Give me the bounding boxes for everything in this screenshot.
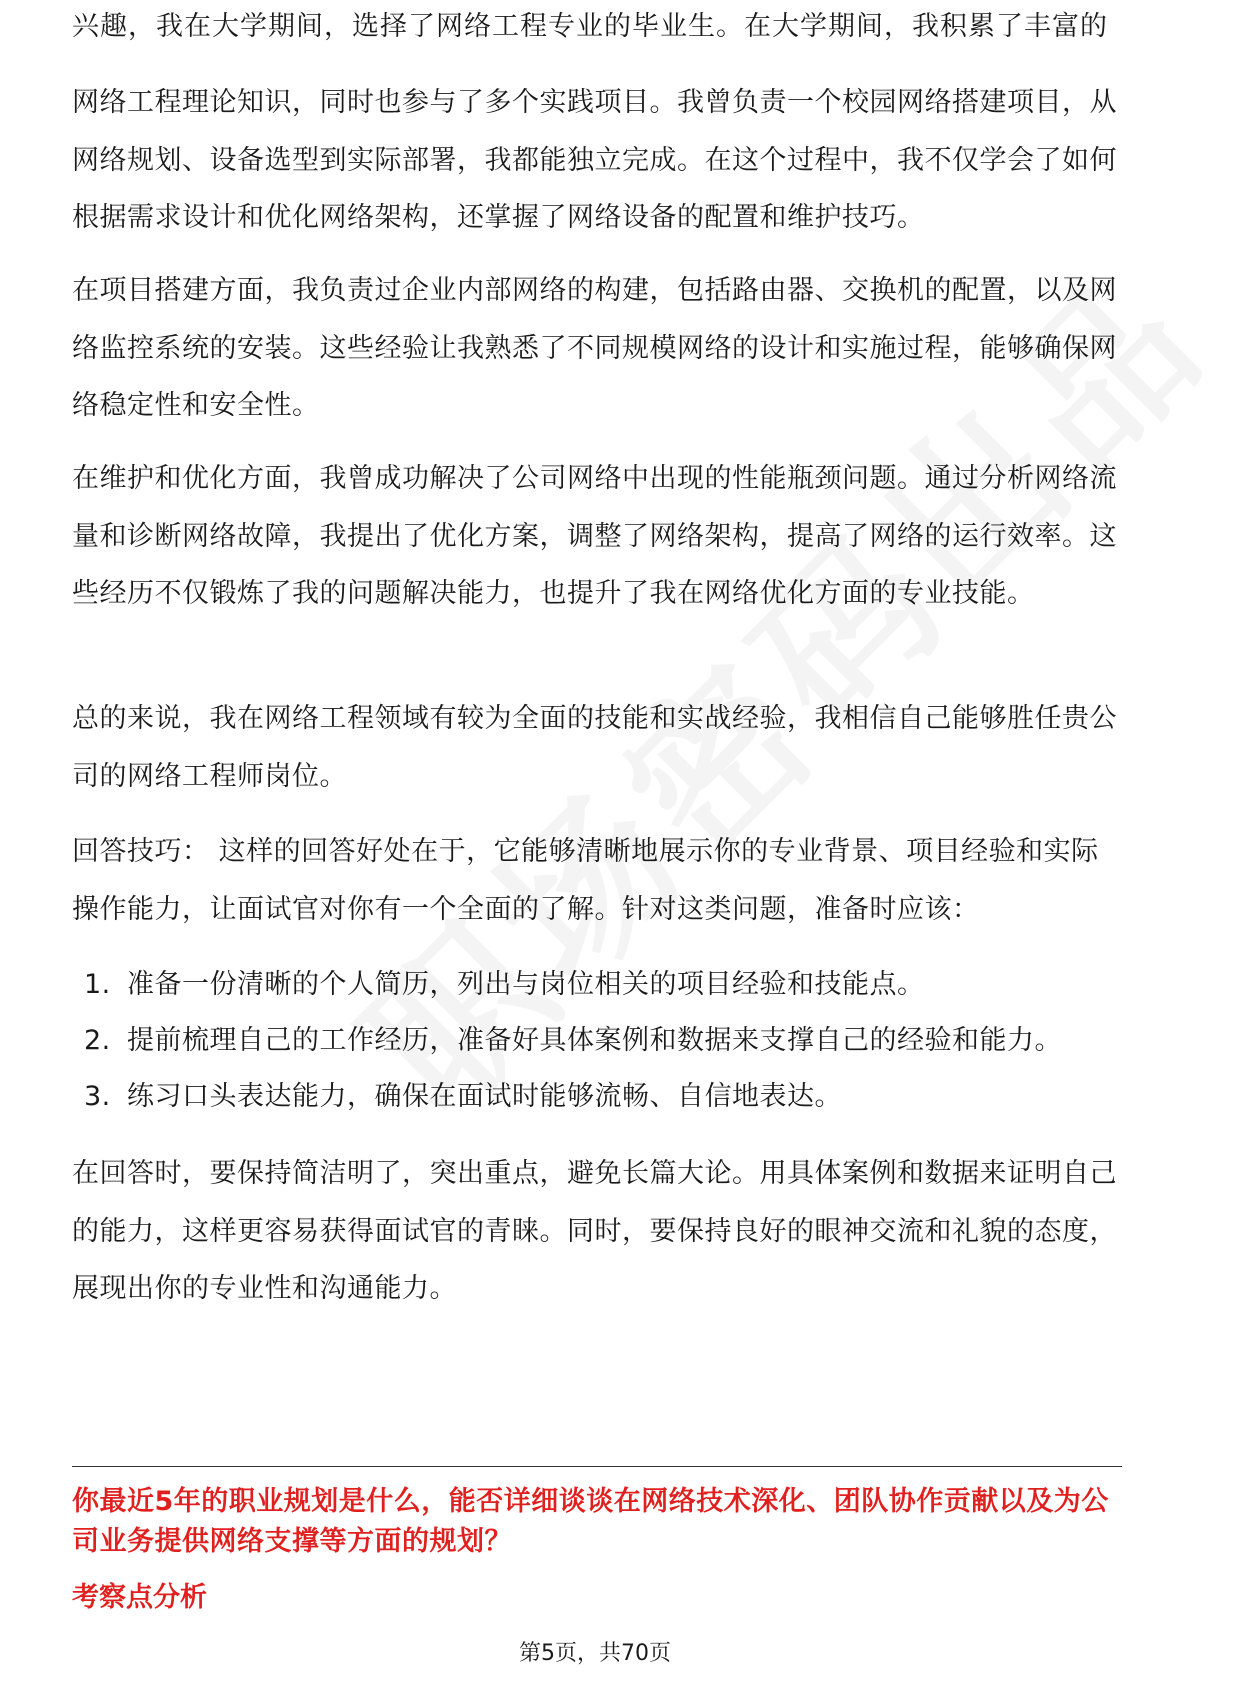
section-divider [72, 1466, 1122, 1467]
paragraph-maintenance: 在维护和优化方面，我曾成功解决了公司网络中出现的性能瓶颈问题。通过分析网络流量和诊断网络故障，我提出了优化方案，调整了网络架构，提高了网络的运行效率。这些经历不仅锻炼了我的问题解决能力，也提升了我在网络优化方面的专业技能。 [72, 463, 1117, 609]
paragraph-experience: 网络工程理论知识，同时也参与了多个实践项目。我曾负责一个校园网络搭建项目，从网络规划、设备选型到实际部署，我都能独立完成。在这个过程中，我不仅学会了如何根据需求设计和优化网络架构，还掌握了网络设备的配置和维护技巧。 [72, 87, 1117, 233]
tips-list [72, 957, 1122, 1125]
paragraph-summary: 总的来说，我在网络工程领域有较为全面的技能和实战经验，我相信自己能够胜任贵公司的网络工程师岗位。 [72, 703, 1117, 792]
list-item: 2. 提前梳理自己的工作经历，准备好具体案例和数据来支撑自己的经验和能力。 [84, 1025, 1062, 1056]
next-question-heading: 你最近5年的职业规划是什么，能否详细谈谈在网络技术深化、团队协作贡献以及为公司业务提供网络支撑等方面的规划？ [72, 1486, 1109, 1557]
list-item: 3. 练习口头表达能力，确保在面试时能够流畅、自信地表达。 [84, 1081, 842, 1112]
list-item: 1. 准备一份清晰的个人简历，列出与岗位相关的项目经验和技能点。 [84, 969, 925, 1000]
analysis-subheading: 考察点分析 [72, 1582, 207, 1613]
cut-off-text-line: 兴趣，我在大学期间，选择了网络工程专业的毕业生。在大学期间，我积累了丰富的 [72, 11, 1108, 42]
page-number: 第5页，共70页 [519, 1641, 671, 1666]
paragraph-project-building: 在项目搭建方面，我负责过企业内部网络的构建，包括路由器、交换机的配置，以及网络监控系统的安装。这些经验让我熟悉了不同规模网络的设计和实施过程，能够确保网络稳定性和安全性。 [72, 275, 1117, 421]
paragraph-answer-tips: 回答技巧： 这样的回答好处在于，它能够清晰地展示你的专业背景、项目经验和实际操作能力，让面试官对你有一个全面的了解。针对这类问题，准备时应该： [72, 836, 1099, 925]
paragraph-closing: 在回答时，要保持简洁明了，突出重点，避免长篇大论。用具体案例和数据来证明自己的能力，这样更容易获得面试官的青睐。同时，要保持良好的眼神交流和礼貌的态度，展现出你的专业性和沟通能力。 [72, 1158, 1117, 1304]
